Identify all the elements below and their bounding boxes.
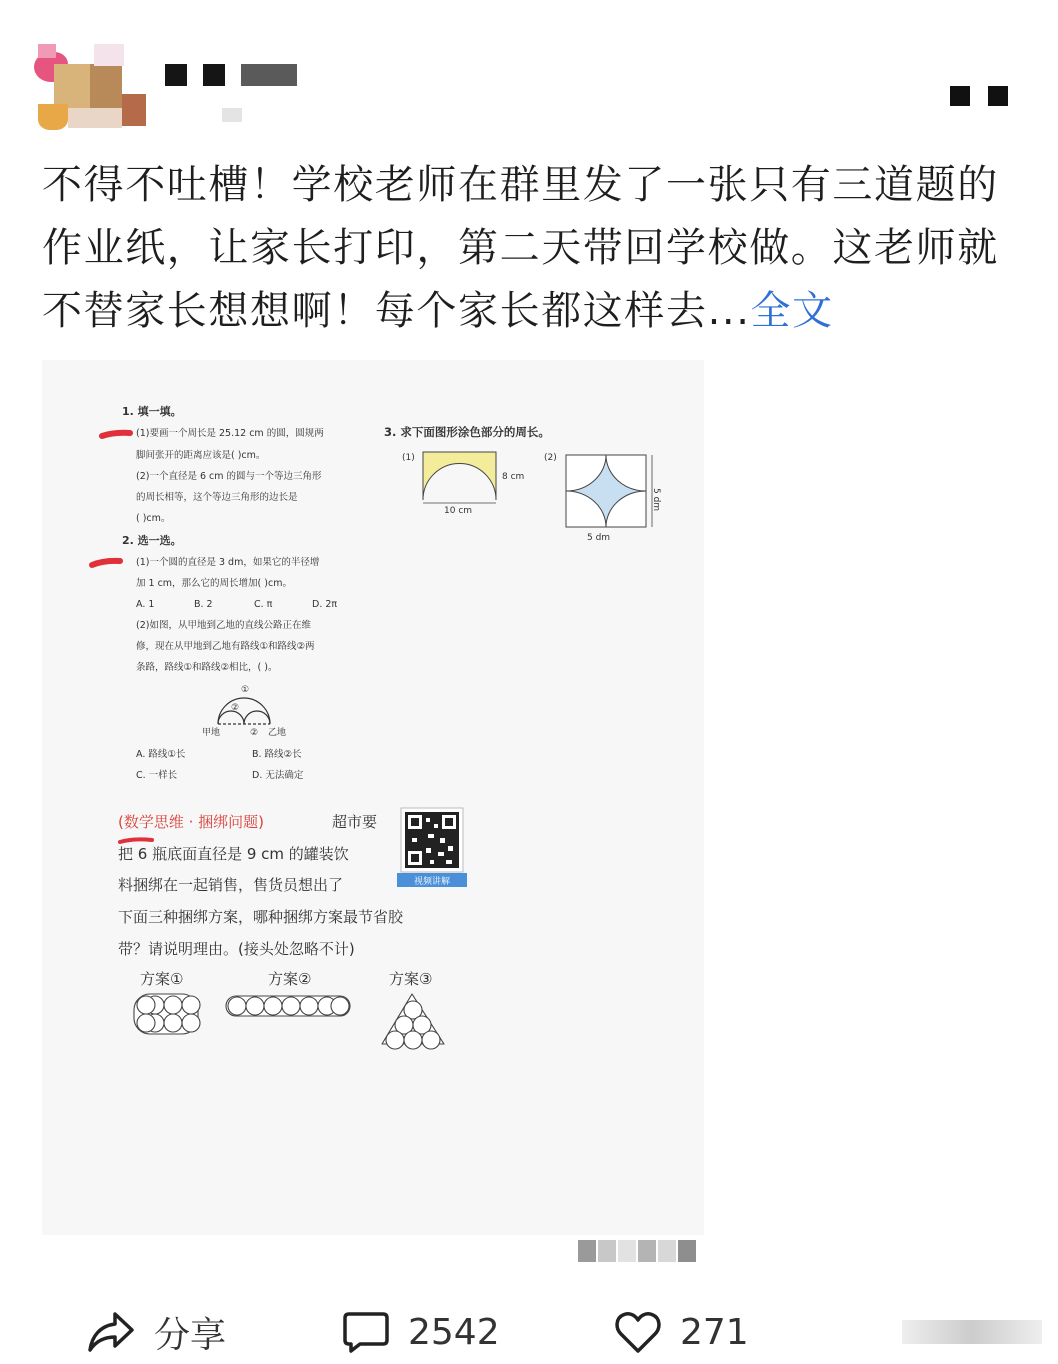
q4-line: 超市要: [332, 813, 378, 831]
q3-fig2-side: 5 dm: [651, 488, 661, 512]
plan-label: 方案②: [268, 970, 312, 988]
post-text: 不得不吐槽！学校老师在群里发了一张只有三道题的作业纸，让家长打印，第二天带回学校做。这老师就不替家长想想啊！每个家长都这样去...: [42, 162, 999, 334]
q2-2-line-c: 条路，路线①和路线②相比，( )。: [136, 662, 278, 673]
red-marker: [102, 433, 130, 436]
worksheet-image[interactable]: [42, 360, 704, 1235]
q2-2-option: A. 路线①长: [136, 749, 186, 760]
q2-2-option: D. 无法确定: [252, 770, 304, 781]
watermark-redacted: [902, 1320, 1042, 1344]
like-count: 271: [680, 1311, 749, 1353]
comment-icon: [342, 1309, 390, 1355]
q1-2-line-c: ( )cm。: [136, 513, 171, 524]
qr-code[interactable]: [397, 808, 467, 887]
q3-fig1-label: (1): [402, 453, 415, 463]
route-label: ②: [250, 728, 259, 738]
avatar[interactable]: [34, 44, 146, 130]
q4-line: 带？请说明理由。(接头处忽略不计): [118, 940, 355, 958]
q3-figure-2: [566, 455, 652, 527]
q2-1-line-a: (1)一个圆的直径是 3 dm，如果它的半径增: [136, 557, 320, 568]
q4-tag: (数学思维 · 捆绑问题): [118, 813, 265, 831]
share-label: 分享: [154, 1314, 227, 1356]
share-button[interactable]: [86, 1306, 226, 1358]
q1-1-line-a: (1)要画一个周长是 25.12 cm 的圆，圆规两: [136, 428, 324, 439]
q3-fig2-bottom: 5 dm: [587, 533, 611, 543]
red-marker: [120, 839, 152, 842]
q1-2-line-a: (2)一个直径是 6 cm 的圆与一个等边三角形: [136, 471, 322, 482]
watermark-redacted: [578, 1240, 702, 1262]
route-label: ①: [241, 685, 250, 695]
q2-1-option: C. π: [254, 599, 273, 610]
q3-fig1-width: 10 cm: [444, 506, 473, 516]
post-header: [0, 0, 1058, 145]
plan-label: 方案①: [140, 970, 184, 988]
q3-fig1-height: 8 cm: [502, 472, 525, 482]
post-body-text: [42, 154, 1017, 343]
route-diagram: [218, 698, 270, 724]
qr-caption: 视频讲解: [413, 877, 451, 887]
q3-figure-1: [423, 452, 496, 503]
q2-1-option: B. 2: [194, 599, 213, 610]
q1-2-line-b: 的周长相等，这个等边三角形的边长是: [136, 492, 298, 503]
q4-line: 料捆绑在一起销售，售货员想出了: [118, 876, 344, 894]
q2-2-line-b: 修，现在从甲地到乙地有路线①和路线②两: [136, 641, 315, 652]
plan-label: 方案③: [389, 970, 433, 988]
q2-title: 2. 选一选。: [122, 534, 182, 547]
action-bar: [0, 1300, 1058, 1364]
q4-line: 把 6 瓶底面直径是 9 cm 的罐装饮: [118, 845, 349, 863]
q2-1-line-b: 加 1 cm，那么它的周长增加( )cm。: [136, 578, 292, 589]
q2-1-option: D. 2π: [312, 599, 338, 610]
q3-fig2-label: (2): [544, 453, 557, 463]
q3-title: 3. 求下面图形涂色部分的周长。: [384, 425, 550, 439]
q4-line: 下面三种捆绑方案，哪种捆绑方案最节省胶: [118, 908, 404, 926]
q1-1-line-b: 脚间张开的距离应该是( )cm。: [136, 450, 266, 461]
red-marker: [92, 561, 120, 565]
heart-icon: [614, 1309, 662, 1355]
route-label: 乙地: [268, 728, 287, 738]
like-button[interactable]: [614, 1306, 749, 1358]
share-icon: [86, 1309, 136, 1355]
expand-full-text-link[interactable]: 全文: [750, 288, 834, 334]
q2-2-line-a: (2)如图，从甲地到乙地的直线公路正在维: [136, 620, 311, 631]
route-label: ②: [231, 703, 240, 713]
route-label: 甲地: [202, 728, 221, 738]
plan-1-diagram: [134, 994, 200, 1034]
meta-redacted: [222, 108, 242, 122]
plan-2-diagram: [226, 996, 350, 1016]
comment-count: 2542: [408, 1311, 500, 1353]
username-redacted[interactable]: [165, 64, 313, 86]
q2-2-option: C. 一样长: [136, 770, 178, 781]
plan-3-diagram: [382, 994, 444, 1049]
comment-button[interactable]: [342, 1306, 500, 1358]
q2-2-option: B. 路线②长: [252, 749, 302, 760]
q1-title: 1. 填一填。: [122, 405, 182, 418]
q2-1-option: A. 1: [136, 599, 155, 610]
more-options-icon[interactable]: [950, 86, 1026, 110]
